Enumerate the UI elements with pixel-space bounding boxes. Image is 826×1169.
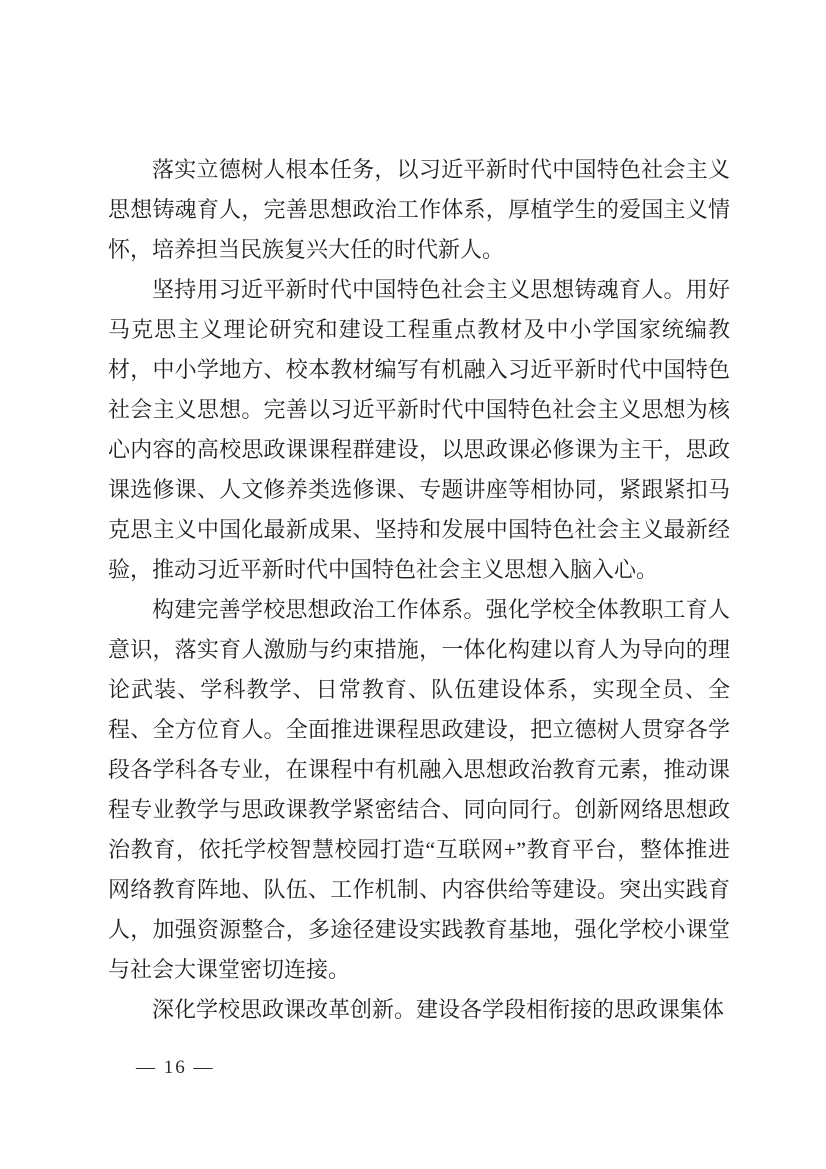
document-body bbox=[108, 150, 730, 1030]
paragraph: 构建完善学校思想政治工作体系。强化学校全体教职工育人意识，落实育人激励与约束措施，一体化构建以育人为导向的理论武装、学科教学、日常教育、队伍建设体系，实现全员、全程、全方位育人。全面推进课程思政建设，把立德树人贯穿各学段各学科各专业，在课程中有机融入思想政治教育元素，推动课程专业教学与思政课教学紧密结合、同向同行。创新网络思想政治教育，依托学校智慧校园打造“互联网+”教育平台，整体推进网络教育阵地、队伍、工作机制、内容供给等建设。突出实践育人，加强资源整合，多途径建设实践教育基地，强化学校小课堂与社会大课堂密切连接。 bbox=[108, 597, 730, 982]
paragraph: 落实立德树人根本任务，以习近平新时代中国特色社会主义思想铸魂育人，完善思想政治工作体系，厚植学生的爱国主义情怀，培养担当民族复兴大任的时代新人。 bbox=[108, 157, 730, 262]
paragraph: 坚持用习近平新时代中国特色社会主义思想铸魂育人。用好马克思主义理论研究和建设工程重点教材及中小学国家统编教材，中小学地方、校本教材编写有机融入习近平新时代中国特色社会主义思想。完善以习近平新时代中国特色社会主义思想为核心内容的高校思政课课程群建设，以思政课必修课为主干，思政课选修课、人文修养类选修课、专题讲座等相协同，紧跟紧扣马克思主义中国化最新成果、坚持和发展中国特色社会主义最新经验，推动习近平新时代中国特色社会主义思想入脑入心。 bbox=[108, 277, 730, 582]
paragraph: 深化学校思政课改革创新。建设各学段相衔接的思政课集体 bbox=[152, 997, 725, 1022]
page-number: — 16 — bbox=[136, 1057, 215, 1078]
